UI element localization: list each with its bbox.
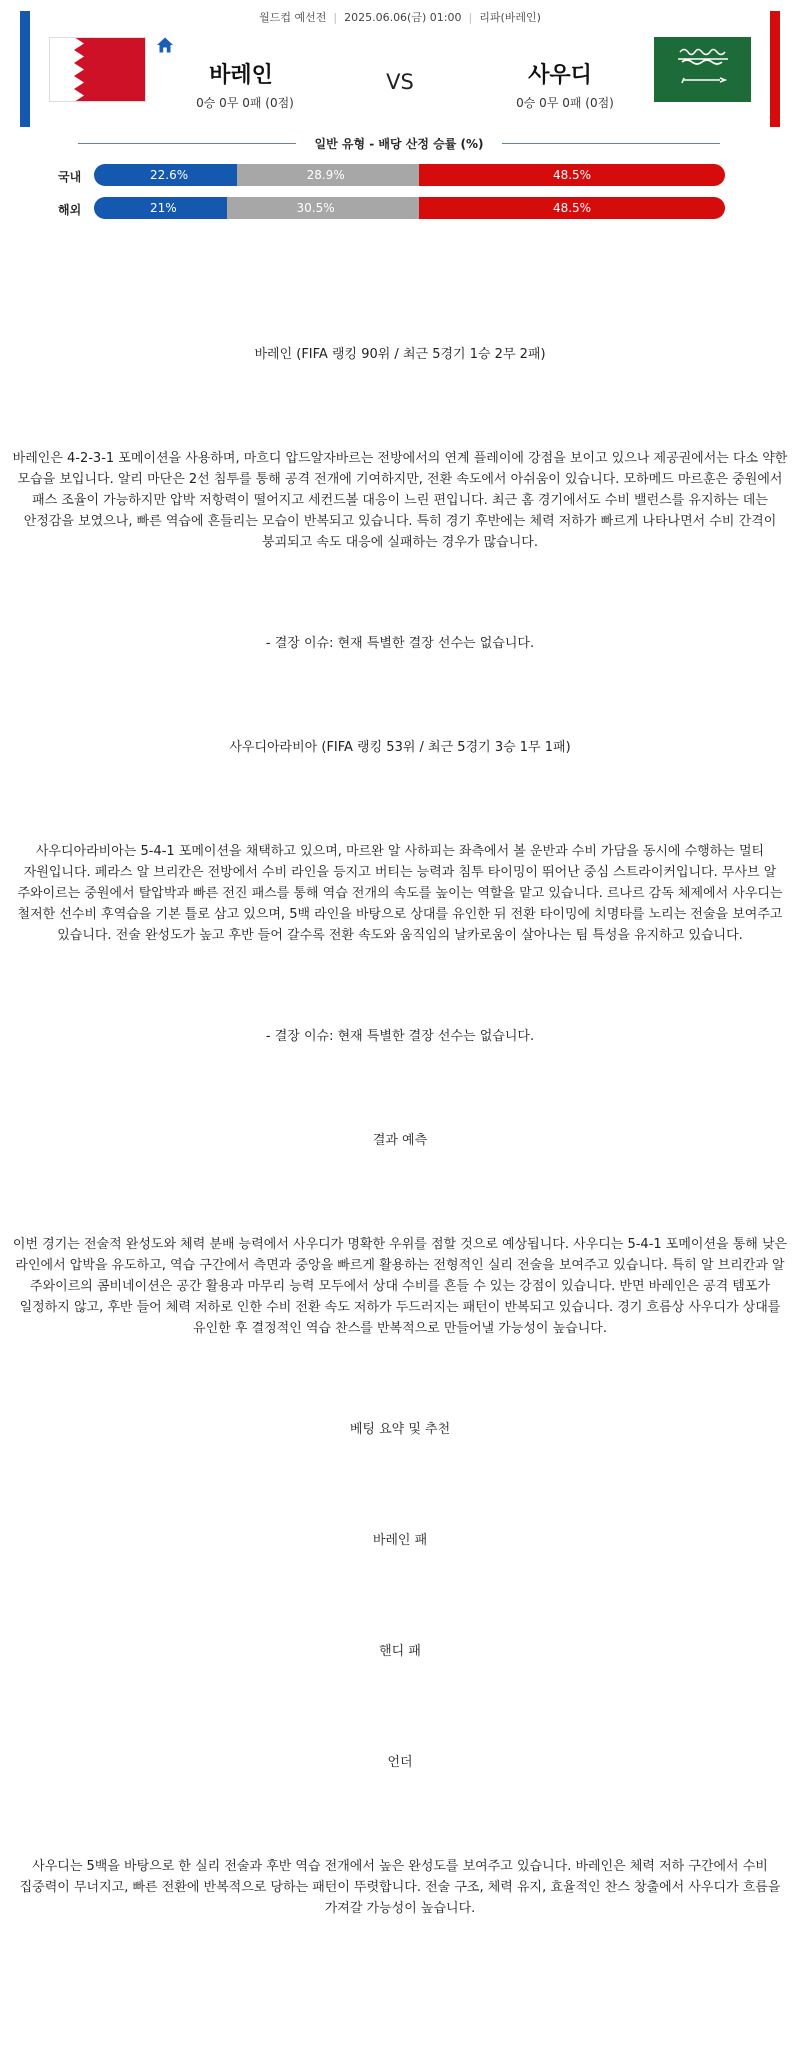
away-team-record: 0승 0무 0패 (0점) <box>516 96 614 110</box>
home-win-segment: 21% <box>94 197 227 219</box>
away-team-heading: 사우디아라비아 (FIFA 랭킹 53위 / 최근 5경기 3승 1무 1패) <box>229 740 571 755</box>
prediction-heading: 결과 예측 <box>372 1133 428 1148</box>
draw-segment: 30.5% <box>227 197 419 219</box>
odds-row-domestic <box>0 160 800 193</box>
betting-pick-total: 언더 <box>387 1755 413 1770</box>
betting-pick-handicap: 핸디 패 <box>379 1644 421 1659</box>
betting-heading: 베팅 요약 및 추천 <box>349 1422 451 1437</box>
home-icon <box>156 36 174 54</box>
odds-section <box>0 128 800 226</box>
home-team-name: 바레인 <box>209 63 273 88</box>
odds-row-label: 국내 <box>58 170 82 184</box>
home-team-injury: - 결장 이슈: 현재 특별한 결장 선수는 없습니다. <box>265 636 535 651</box>
betting-pick-result: 바레인 패 <box>372 1533 428 1548</box>
odds-row-label: 해외 <box>58 203 82 217</box>
betting-summary: 사우디는 5백을 바탕으로 한 실리 전술과 후반 역습 전개에서 높은 완성도를 보여주고 있습니다. 바레인은 체력 저하 구간에서 수비 집중력이 무너지고, 빠른 전환에 반복적으로 당하는 패턴이 뚜렷합니다. 전술 구조, 체력 유지, 효율적인 찬스 창출에서 사우디가 흐름을 가져갈 가능성이 높습니다. <box>19 1859 781 1916</box>
odds-title: 일반 유형 - 배당 산정 승률 (%) <box>314 137 484 151</box>
away-win-segment: 48.5% <box>419 164 725 186</box>
divider <box>78 143 296 144</box>
bahrain-flag-icon <box>49 37 146 102</box>
odds-bar <box>94 164 725 186</box>
prediction-text: 이번 경기는 전술적 완성도와 체력 분배 능력에서 사우디가 명확한 우위를 점할 것으로 예상됩니다. 사우디는 5-4-1 포메이션을 통해 낮은 라인에서 압박을 유도하고, 역습 구간에서 측면과 중앙을 빠르게 활용하는 전형적인 실리 전술을 보여주고 있습니다. 특히 알 브리칸과 알 주와이르의 콤비네이션은 공간 활용과 마무리 능력 모두에서 상대 수비를 흔들 수 있는 강점이 있습니다. 반면 바레인은 공격 템포가 일정하지 않고, 후반 들어 체력 저하로 인한 수비 전환 속도 저하가 두드러지는 패턴이 반복되고 있습니다. 경기 흐름상 사우디가 상대를 유인한 후 결정적인 역습 찬스를 반복적으로 만들어낼 가능성이 높습니다. <box>12 1237 788 1336</box>
home-color-bar <box>20 11 30 127</box>
away-win-segment: 48.5% <box>419 197 725 219</box>
competition: 월드컵 예선전 <box>259 11 327 24</box>
match-datetime: 2025.06.06(금) 01:00 <box>344 11 462 24</box>
divider <box>502 143 720 144</box>
home-win-segment: 22.6% <box>94 164 237 186</box>
separator: | <box>333 11 338 24</box>
league-venue: 리파(바레인) <box>479 11 541 24</box>
draw-segment: 28.9% <box>237 164 419 186</box>
match-header <box>0 0 800 128</box>
odds-title-row <box>0 128 800 160</box>
away-team-analysis: 사우디아라비아는 5-4-1 포메이션을 채택하고 있으며, 마르완 알 사하피는 좌측에서 볼 운반과 수비 가담을 동시에 수행하는 멀티 자원입니다. 페라스 알 브리칸은 전방에서 수비 라인을 등지고 버티는 능력과 침투 타이밍이 뛰어난 중심 스트라이커입니다. 무사브 알 주와이르는 중원에서 탈압박과 빠른 전진 패스를 통해 역습 전개의 속도를 높이는 역할을 맡고 있습니다. 르나르 감독 체제에서 사우디는 철저한 선수비 후역습을 기본 틀로 삼고 있으며, 5백 라인을 바탕으로 상대를 유인한 뒤 전환 타이밍에 치명타를 노리는 전술을 보여주고 있습니다. 전술 완성도가 높고 후반 들어 갈수록 전환 속도와 움직임의 날카로움이 살아나는 팀 특성을 유지하고 있습니다. <box>17 844 783 943</box>
vs-label: VS <box>386 70 414 94</box>
away-color-bar <box>770 11 780 127</box>
home-team-heading: 바레인 (FIFA 랭킹 90위 / 최근 5경기 1승 2무 2패) <box>254 347 546 362</box>
saudi-flag-icon <box>654 37 751 102</box>
home-team-analysis: 바레인은 4-2-3-1 포메이션을 사용하며, 마흐디 압드알자바르는 전방에서의 연계 플레이에 강점을 보이고 있으나 제공권에서는 다소 약한 모습을 보입니다. 알리 마단은 2선 침투를 통해 공격 전개에 기여하지만, 전환 속도에서 아쉬움이 있습니다. 모하메드 마르훈은 중원에서 패스 조율이 가능하지만 압박 저항력이 떨어지고 세컨드볼 대응이 느린 편입니다. 최근 홈 경기에서도 수비 밸런스를 유지하는 데는 안정감을 보였으나, 빠른 역습에 흔들리는 모습이 반복되고 있습니다. 특히 경기 후반에는 체력 저하가 빠르게 나타나면서 수비 간격이 붕괴되고 속도 대응에 실패하는 경우가 많습니다. <box>12 451 788 550</box>
odds-row-overseas <box>0 193 800 226</box>
analysis-article <box>0 226 800 1937</box>
odds-bar <box>94 197 725 219</box>
home-team-record: 0승 0무 0패 (0점) <box>196 96 294 110</box>
away-team-injury: - 결장 이슈: 현재 특별한 결장 선수는 없습니다. <box>265 1029 535 1044</box>
separator: | <box>468 11 473 24</box>
match-info <box>0 9 800 25</box>
away-team-name: 사우디 <box>528 63 592 88</box>
